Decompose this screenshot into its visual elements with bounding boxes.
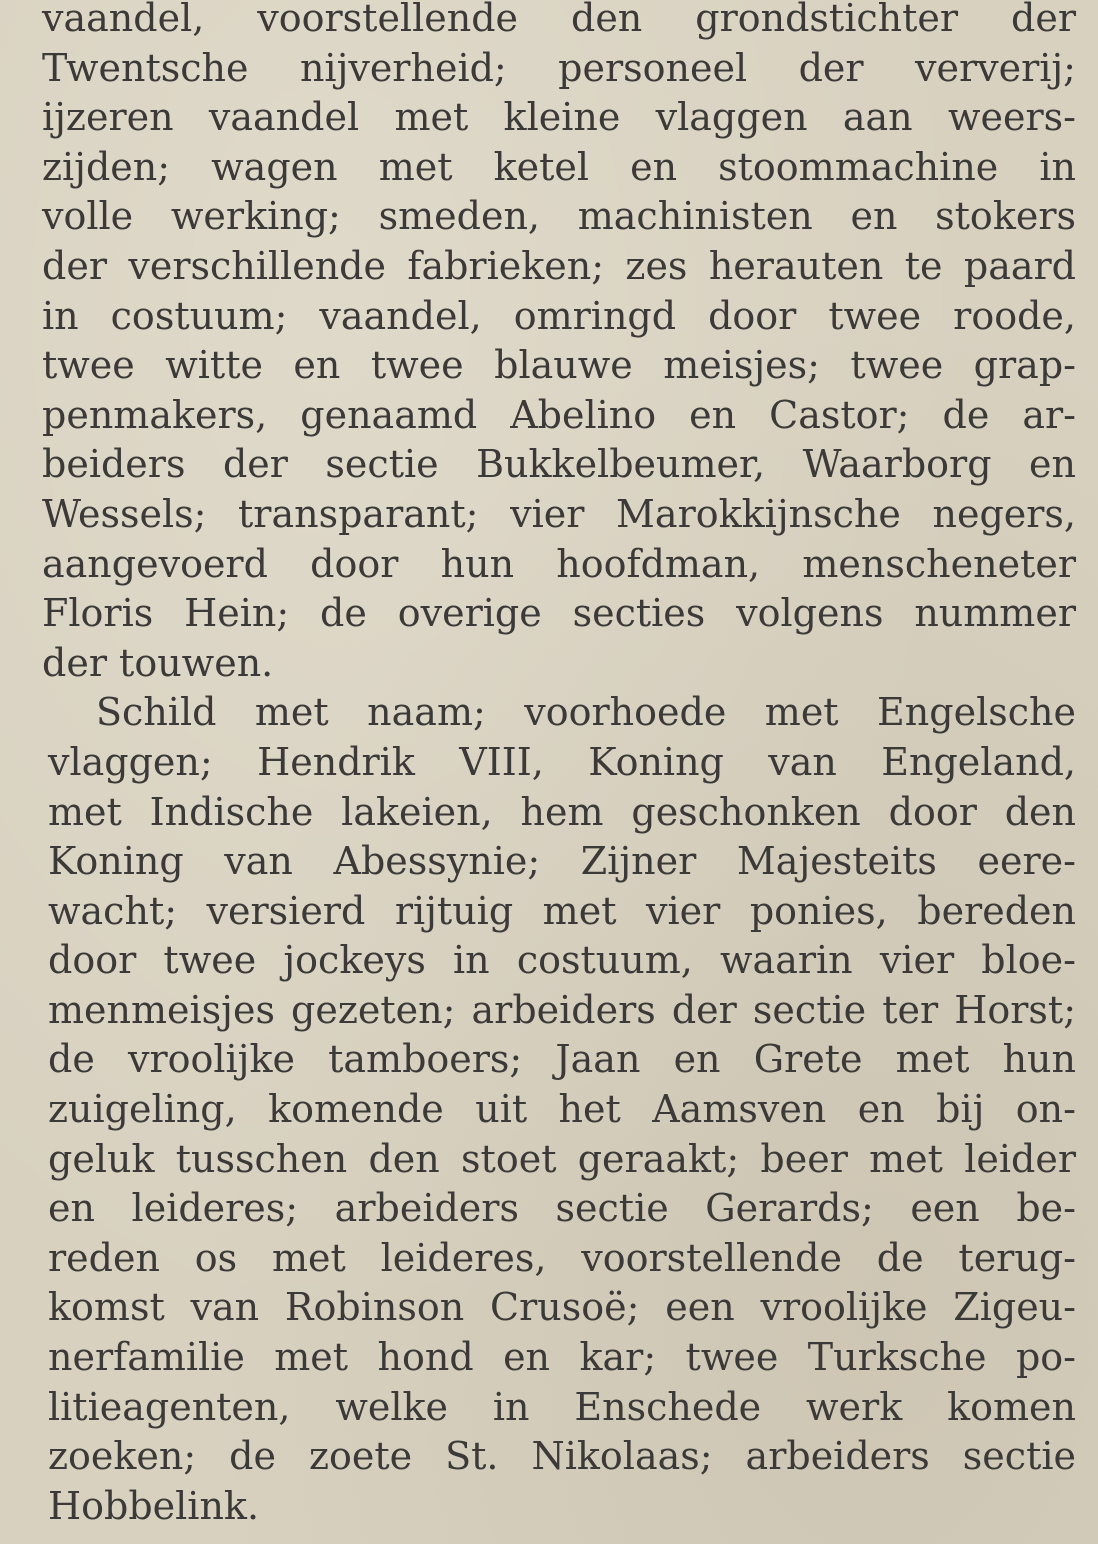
text-line: nerfamilie met hond en kar; twee Turksche po-	[48, 1335, 1076, 1380]
paragraph-procession-part-2	[42, 688, 1076, 1531]
text-line: zijden; wagen met ketel en stoommachine in	[42, 144, 1076, 189]
text-line: in costuum; vaandel, omringd door twee roode,	[42, 293, 1076, 338]
text-line: Twentsche nijverheid; personeel der ververij;	[42, 45, 1076, 90]
text-line: wacht; versierd rijtuig met vier ponies, bereden	[48, 888, 1076, 933]
cropped-next-line-fragment	[100, 1522, 700, 1544]
text-line: reden os met leideres, voorstellende de terug-	[48, 1235, 1076, 1280]
text-line: met Indische lakeien, hem geschonken door den	[48, 789, 1076, 834]
text-line: Floris Hein; de overige secties volgens nummer	[42, 591, 1076, 636]
text-line: door twee jockeys in costuum, waarin vier bloe-	[48, 938, 1076, 983]
text-line: twee witte en twee blauwe meisjes; twee grap-	[42, 343, 1076, 388]
text-line: geluk tusschen den stoet geraakt; beer met leider	[48, 1136, 1076, 1181]
text-line: aangevoerd door hun hoofdman, menscheneter	[42, 541, 1076, 586]
text-line: komst van Robinson Crusoë; een vroolijke Zigeu-	[48, 1285, 1076, 1330]
text-line: zuigeling, komende uit het Aamsven en bij on-	[48, 1087, 1076, 1132]
text-column	[42, 0, 1076, 1531]
text-line: der touwen.	[42, 640, 274, 685]
text-line: beiders der sectie Bukkelbeumer, Waarborg en	[42, 442, 1076, 487]
text-line: der verschillende fabrieken; zes herauten te paard	[42, 243, 1076, 288]
text-line: litieagenten, welke in Enschede werk komen	[48, 1384, 1076, 1429]
text-line: en leideres; arbeiders sectie Gerards; een be-	[48, 1186, 1076, 1231]
text-line: Hobbelink.	[48, 1483, 260, 1528]
text-line: Koning van Abessynie; Zijner Majesteits eere-	[48, 839, 1076, 884]
text-line: ijzeren vaandel met kleine vlaggen aan weers-	[42, 95, 1076, 140]
text-line: vlaggen; Hendrik VIII, Koning van Engeland,	[48, 739, 1076, 784]
text-line: zoeken; de zoete St. Nikolaas; arbeiders sectie	[48, 1434, 1076, 1479]
text-line: volle werking; smeden, machinisten en stokers	[42, 194, 1076, 239]
text-line: Schild met naam; voorhoede met Engelsche	[96, 690, 1076, 735]
text-line: penmakers, genaamd Abelino en Castor; de ar-	[42, 392, 1076, 437]
paragraph-procession-part-1	[42, 0, 1076, 688]
text-line: vaandel, voorstellende den grondstichter der	[42, 0, 1076, 40]
text-line: menmeisjes gezeten; arbeiders der sectie ter Horst;	[48, 987, 1076, 1032]
text-line: Wessels; transparant; vier Marokkijnsche negers,	[42, 491, 1076, 536]
text-line: de vroolijke tamboers; Jaan en Grete met hun	[48, 1037, 1076, 1082]
